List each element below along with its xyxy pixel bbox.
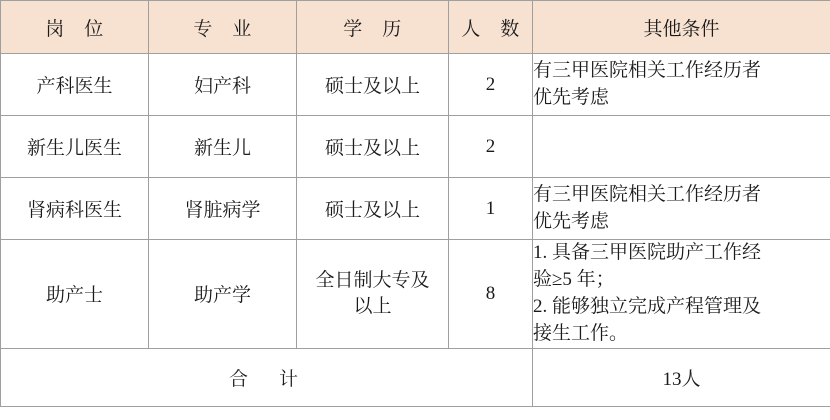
cell-other-line: 有三甲医院相关工作经历者 bbox=[533, 183, 762, 205]
cell-education: 硕士及以上 bbox=[297, 116, 449, 178]
cell-count: 2 bbox=[449, 116, 533, 178]
cell-other bbox=[533, 54, 830, 116]
cell-other-line: 接生工作。 bbox=[533, 322, 629, 344]
header-count: 人 数 bbox=[449, 1, 533, 54]
table-header bbox=[1, 1, 830, 54]
cell-count: 1 bbox=[449, 178, 533, 240]
cell-major: 助产学 bbox=[149, 240, 297, 349]
table-row bbox=[1, 178, 830, 240]
cell-major: 妇产科 bbox=[149, 54, 297, 116]
total-label: 合 计 bbox=[1, 348, 533, 406]
table-header-row bbox=[1, 1, 830, 54]
cell-post: 肾病科医生 bbox=[1, 178, 149, 240]
header-major: 专 业 bbox=[149, 1, 297, 54]
cell-education-line: 全日制大专及 bbox=[315, 269, 430, 291]
cell-other-line: 优先考虑 bbox=[533, 86, 610, 108]
cell-other-line: 2. 能够独立完成产程管理及 bbox=[533, 295, 762, 317]
cell-other-line: 验≥5 年； bbox=[533, 268, 615, 290]
table-row bbox=[1, 116, 830, 178]
table-row bbox=[1, 240, 830, 349]
cell-education: 硕士及以上 bbox=[297, 54, 449, 116]
cell-post: 产科医生 bbox=[1, 54, 149, 116]
cell-post: 助产士 bbox=[1, 240, 149, 349]
header-other: 其他条件 bbox=[533, 1, 830, 54]
cell-count: 2 bbox=[449, 54, 533, 116]
table-total-row bbox=[1, 348, 830, 406]
cell-education bbox=[297, 240, 449, 349]
cell-other-line: 有三甲医院相关工作经历者 bbox=[533, 59, 762, 81]
table-row bbox=[1, 54, 830, 116]
cell-post: 新生儿医生 bbox=[1, 116, 149, 178]
cell-other-line: 优先考虑 bbox=[533, 210, 610, 232]
cell-major: 肾脏病学 bbox=[149, 178, 297, 240]
cell-education: 硕士及以上 bbox=[297, 178, 449, 240]
cell-other bbox=[533, 116, 830, 178]
cell-other-line: 1. 具备三甲医院助产工作经 bbox=[533, 242, 762, 263]
cell-other bbox=[533, 240, 830, 349]
header-post: 岗 位 bbox=[1, 1, 149, 54]
cell-count: 8 bbox=[449, 240, 533, 349]
cell-other bbox=[533, 178, 830, 240]
cell-education-line: 以上 bbox=[353, 295, 392, 317]
cell-major: 新生儿 bbox=[149, 116, 297, 178]
table-body bbox=[1, 54, 830, 407]
total-value: 13人 bbox=[533, 348, 830, 406]
header-education: 学 历 bbox=[297, 1, 449, 54]
